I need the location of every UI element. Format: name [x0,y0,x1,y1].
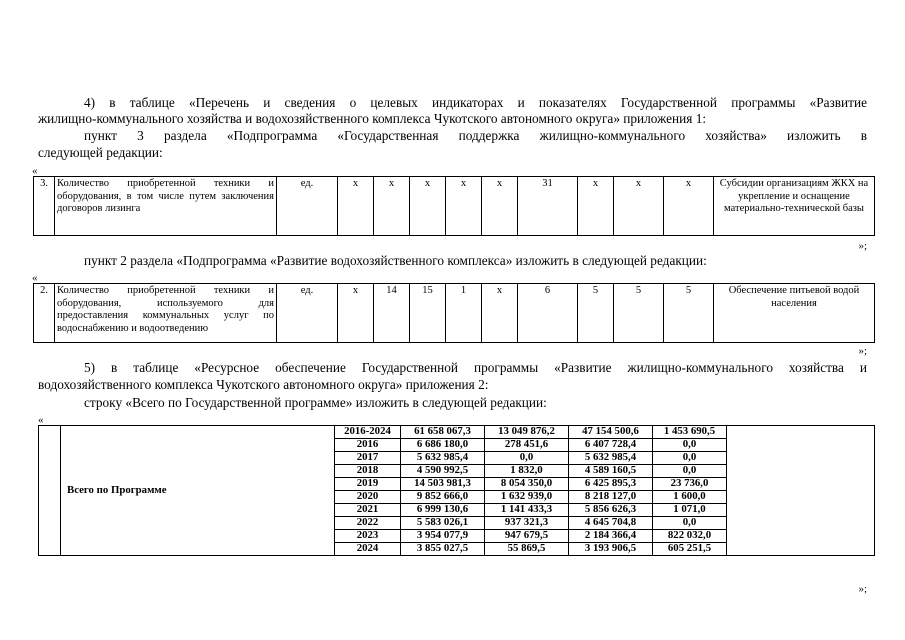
amount-cell: 9 852 666,0 [401,491,485,504]
amount-cell: 6 425 895,3 [569,478,653,491]
year-cell: 2024 [335,543,401,556]
table-cell: ед. [277,177,338,236]
amount-cell: 937 321,3 [485,517,569,530]
amount-cell: 6 686 180,0 [401,439,485,452]
table-cell: 5 [664,284,714,343]
year-cell: 2018 [335,465,401,478]
amount-cell: 278 451,6 [485,439,569,452]
amount-cell: 55 869,5 [485,543,569,556]
item4-line2: жилищно-коммунального хозяйства и водохозяйственного комплекса Чукотского автономного округа» приложения 1: [38,111,707,126]
amount-cell: 3 193 906,5 [569,543,653,556]
table-cell: 15 [410,284,446,343]
table-cell: x [482,284,518,343]
amount-cell: 605 251,5 [653,543,727,556]
amount-cell: 4 590 992,5 [401,465,485,478]
year-cell: 2016 [335,439,401,452]
amount-cell: 4 589 160,5 [569,465,653,478]
table-cell: x [338,177,374,236]
table-cell: x [446,177,482,236]
table-cell: 2. [34,284,55,343]
amount-cell: 47 154 500,6 [569,426,653,439]
amount-cell: 1 832,0 [485,465,569,478]
table-cell-empty [727,426,875,556]
year-cell: 2019 [335,478,401,491]
close-quote: »; [858,583,867,595]
amount-cell: 0,0 [653,439,727,452]
item4-line3: пункт 3 раздела «Подпрограмма «Государственная поддержка жилищно-коммунального хозяйства» изложить в [84,128,867,143]
table-cell: 6 [518,284,578,343]
table-cell-empty [39,426,61,556]
table-cell: x [374,177,410,236]
table-cell: 1 [446,284,482,343]
amount-cell: 1 141 433,3 [485,504,569,517]
amount-cell: 0,0 [485,452,569,465]
amount-cell: 6 407 728,4 [569,439,653,452]
table-row [34,284,875,343]
indicator-table-1 [33,176,875,236]
row-label: Всего по Программе [61,426,335,556]
year-cell: 2021 [335,504,401,517]
year-cell: 2017 [335,452,401,465]
open-quote: « [32,165,38,177]
amount-cell: 23 736,0 [653,478,727,491]
point2-paragraph: пункт 2 раздела «Подпрограмма «Развитие водохозяйственного комплекса» изложить в следующей редакции: [84,253,707,268]
amount-cell: 1 632 939,0 [485,491,569,504]
table-cell: 5 [614,284,664,343]
close-quote: »; [858,240,867,252]
amount-cell: 947 679,5 [485,530,569,543]
amount-cell: 5 583 026,1 [401,517,485,530]
item5-line3: строку «Всего по Государственной программе» изложить в следующей редакции: [84,395,547,410]
indicator-table-2 [33,283,875,343]
year-cell: 2020 [335,491,401,504]
year-cell: 2023 [335,530,401,543]
amount-cell: 0,0 [653,517,727,530]
amount-cell: 14 503 981,3 [401,478,485,491]
year-cell: 2022 [335,517,401,530]
table-cell: 31 [518,177,578,236]
amount-cell: 0,0 [653,465,727,478]
amount-cell: 8 218 127,0 [569,491,653,504]
amount-cell: 0,0 [653,452,727,465]
amount-cell: 2 184 366,4 [569,530,653,543]
open-quote: « [38,414,44,426]
table-cell: x [410,177,446,236]
table-cell: 14 [374,284,410,343]
table-cell: x [664,177,714,236]
table-row [39,426,875,439]
table-cell: 5 [578,284,614,343]
table-cell: Обеспечение питьевой водой населения [714,284,875,343]
open-quote: « [32,272,38,284]
amount-cell: 5 856 626,3 [569,504,653,517]
table-cell: Количество приобретенной техники и оборудования, используемого для предоставления коммунальных услуг по водоснабжению и водоотведению [55,284,277,343]
amount-cell: 1 600,0 [653,491,727,504]
item5-line1: 5) в таблице «Ресурсное обеспечение Государственной программы «Развитие жилищно-коммунального хозяйства и [84,360,867,375]
item4-line4: следующей редакции: [38,145,163,160]
table-cell: x [482,177,518,236]
amount-cell: 5 632 985,4 [569,452,653,465]
table-cell: Количество приобретенной техники и оборудования, в том числе путем заключения договоров лизинга [55,177,277,236]
amount-cell: 4 645 704,8 [569,517,653,530]
amount-cell: 8 054 350,0 [485,478,569,491]
table-cell: ед. [277,284,338,343]
table-cell: x [614,177,664,236]
table-cell: 3. [34,177,55,236]
amount-cell: 6 999 130,6 [401,504,485,517]
amount-cell: 822 032,0 [653,530,727,543]
year-cell: 2016-2024 [335,426,401,439]
amount-cell: 3 954 077,9 [401,530,485,543]
amount-cell: 1 453 690,5 [653,426,727,439]
item4-line1: 4) в таблице «Перечень и сведения о целевых индикаторах и показателях Государственной программы «Развитие [84,95,867,110]
table-row [34,177,875,236]
amount-cell: 61 658 067,3 [401,426,485,439]
table-cell: x [338,284,374,343]
amount-cell: 1 071,0 [653,504,727,517]
item5-line2: водохозяйственного комплекса Чукотского автономного округа» приложения 2: [38,377,489,392]
amount-cell: 3 855 027,5 [401,543,485,556]
amount-cell: 5 632 985,4 [401,452,485,465]
amount-cell: 13 049 876,2 [485,426,569,439]
table-cell: x [578,177,614,236]
close-quote: »; [858,345,867,357]
resource-table [38,425,875,556]
table-cell: Субсидии организациям ЖКХ на укрепление и оснащение материально-технической базы [714,177,875,236]
